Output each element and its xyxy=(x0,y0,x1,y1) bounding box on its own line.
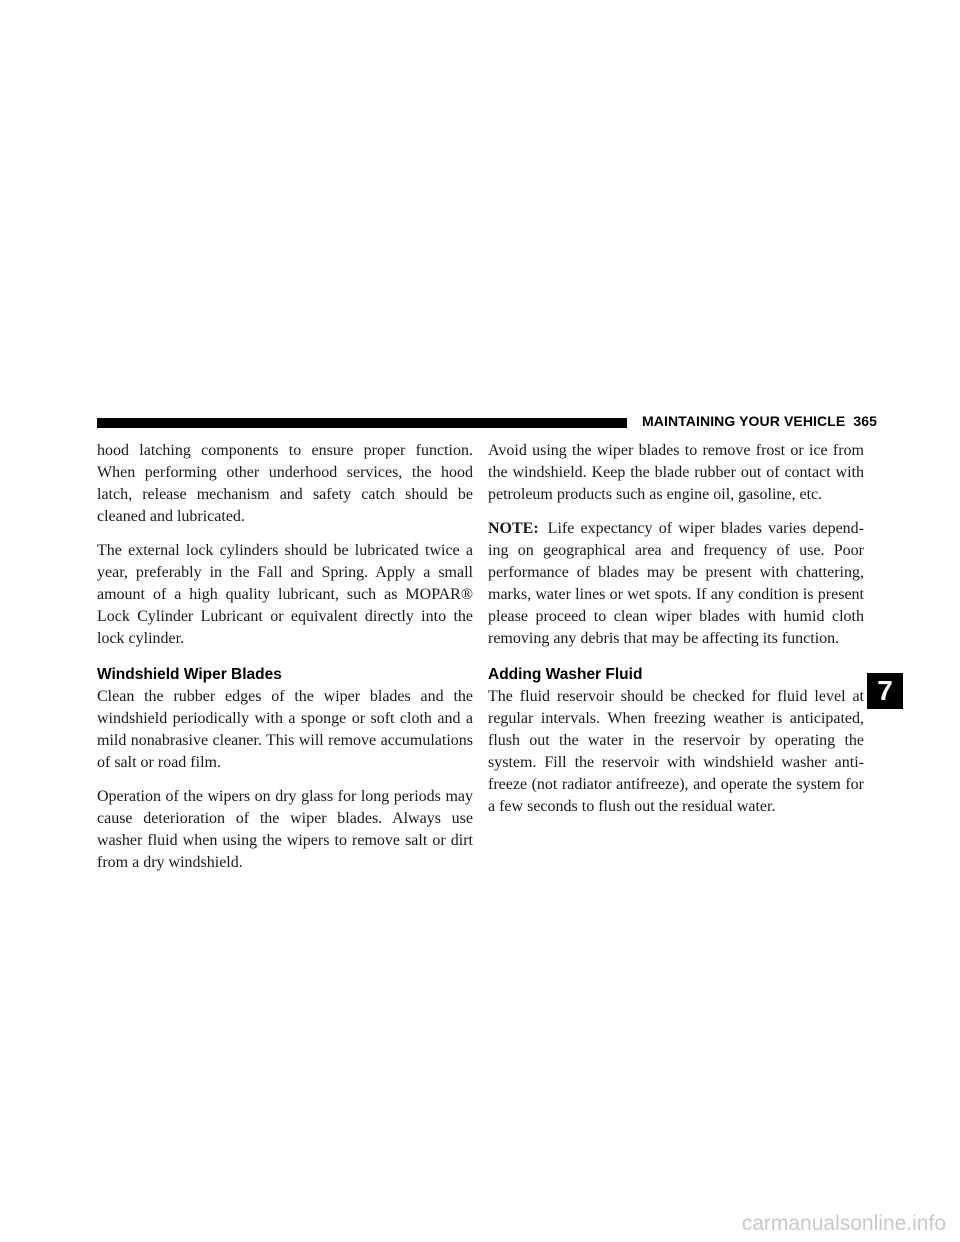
section-title: MAINTAINING YOUR VEHICLE xyxy=(642,413,846,429)
paragraph-clean-wipers: Clean the rubber edges of the wiper blades and the windshield periodically with a sponge or soft cloth and a mild nonabrasive cleaner. This will remove accumulations of salt or road film. xyxy=(97,688,473,771)
left-column xyxy=(97,440,473,886)
paragraph-washer-fluid: The fluid reservoir should be checked for fluid level at regular intervals. When freezing weather is anticipated, flush out the water in the reservoir by operating the system. Fill the reservoir with windshield washer antifreeze (not radiator antifreeze), and operate the system for a few seconds to flush out the residual water. xyxy=(488,688,864,815)
paragraph-hood-latch: hood latching components to ensure proper function. When performing other underhood services, the hood latch, release mechanism and safety catch should be cleaned and lubricated. xyxy=(97,442,473,525)
paragraph-lock-cylinders: The external lock cylinders should be lubricated twice a year, preferably in the Fall and Spring. Apply a small amount of a high quality lubricant, such as MOPAR® Lock Cylinder Lubricant or equivalent directly into the lock cylinder. xyxy=(97,542,473,647)
watermark: carmanualsonline.info xyxy=(741,1212,946,1235)
note-label: NOTE: xyxy=(488,520,539,537)
paragraph-dry-glass: Operation of the wipers on dry glass for long periods may cause deterioration of the wiper blades. Always use washer fluid when using the wipers to remove salt or dirt from a dry windshield. xyxy=(97,788,473,871)
header-rule xyxy=(97,418,627,428)
note-text: Life expectancy of wiper blades varies depending on geographical area and frequency of use. Poor performance of blades may be present with chattering, marks, water lines or wet spots. If any condition is present please proceed to clean wiper blades with humid cloth removing any debris that may be affecting its function. xyxy=(488,520,864,647)
paragraph-avoid-frost: Avoid using the wiper blades to remove frost or ice from the windshield. Keep the blade rubber out of contact with petroleum products such as engine oil, gasoline, etc. xyxy=(488,442,864,503)
right-column xyxy=(488,440,864,830)
heading-adding-washer-fluid: Adding Washer Fluid xyxy=(488,666,643,683)
running-header xyxy=(642,413,877,429)
chapter-tab: 7 xyxy=(867,673,903,709)
note-paragraph xyxy=(488,518,864,650)
page-number: 365 xyxy=(853,413,878,429)
heading-windshield-wiper-blades: Windshield Wiper Blades xyxy=(97,666,282,683)
